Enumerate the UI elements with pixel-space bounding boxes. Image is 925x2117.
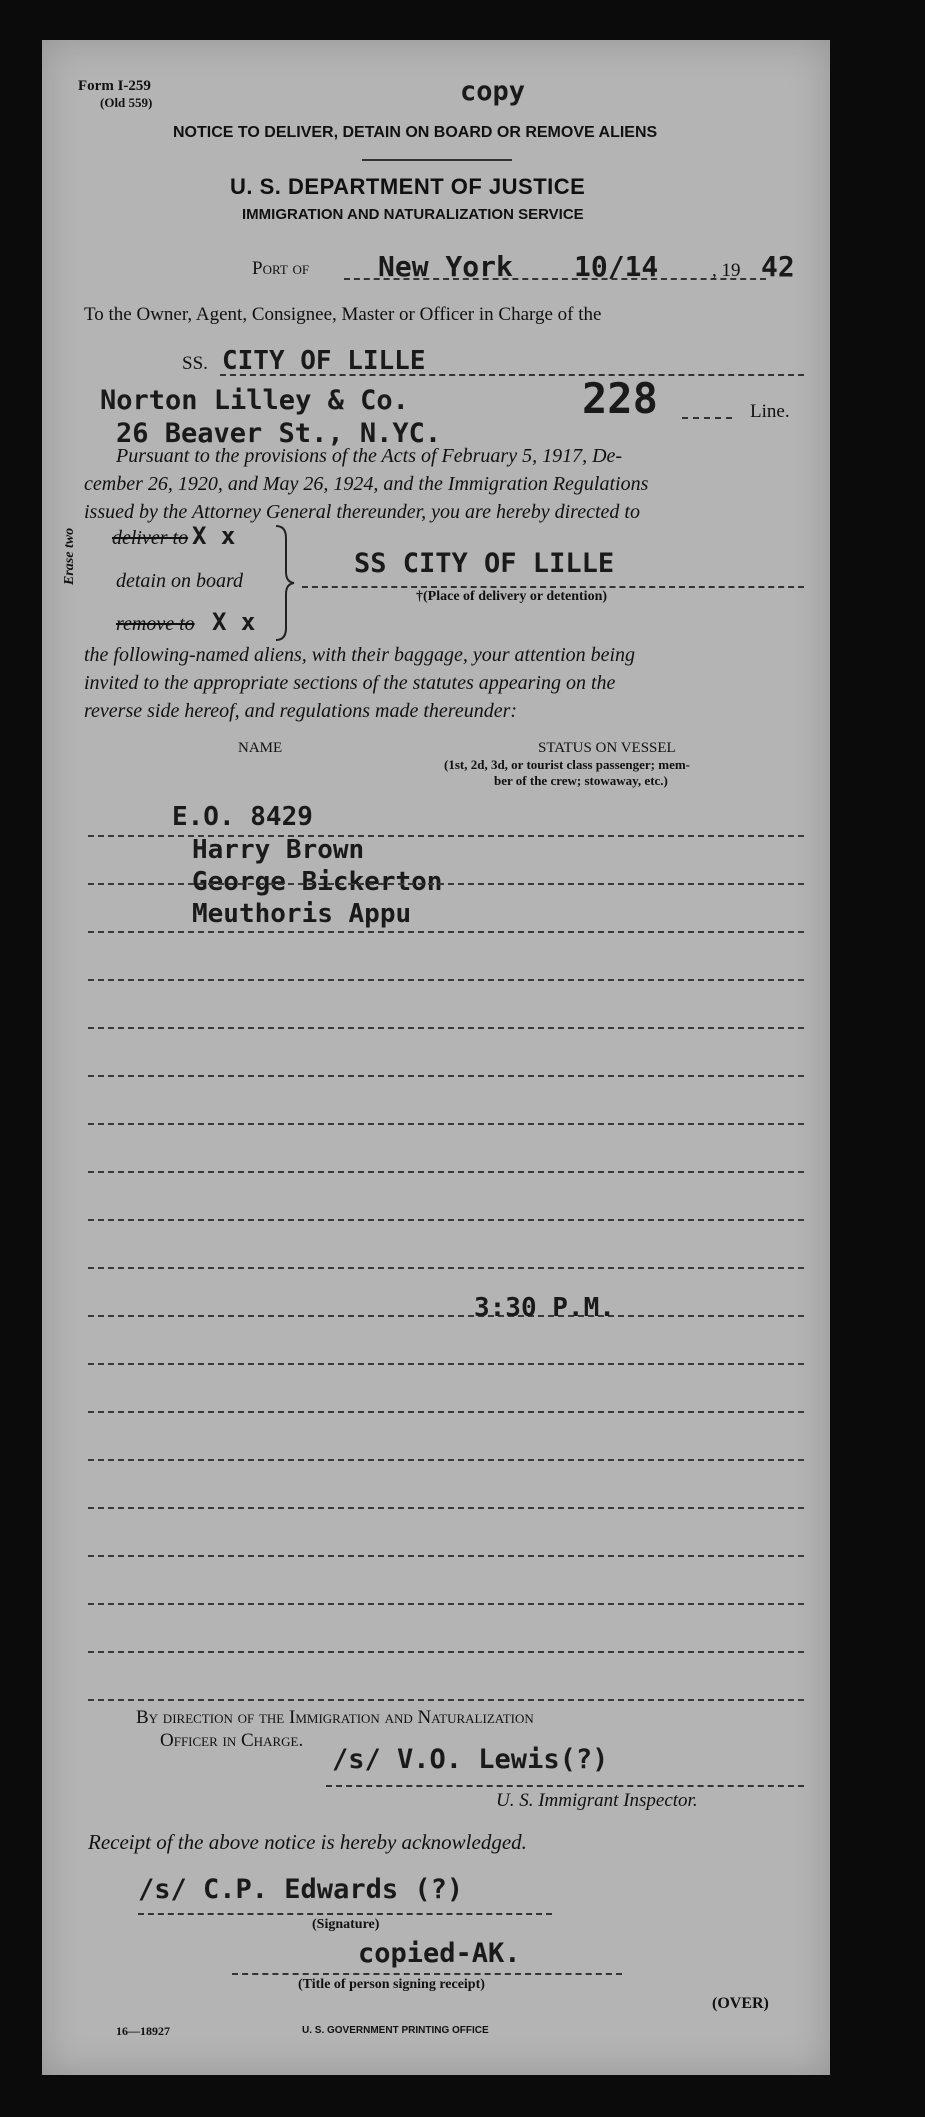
entry-line: [88, 1267, 804, 1269]
entry-line: [88, 1219, 804, 1221]
pursuant-line-3: issued by the Attorney General thereunder, you are hereby directed to: [84, 501, 640, 523]
name-column-header: NAME: [238, 740, 283, 756]
status-note-line-1: (1st, 2d, 3d, or tourist class passenger; mem-: [444, 757, 691, 772]
alien-name-entry: George Bickerton: [192, 867, 443, 897]
entry-line: [88, 931, 804, 933]
year-prefix: , 19: [712, 260, 741, 281]
place-of-detention: SS CITY OF LILLE: [354, 548, 615, 579]
entry-line: [88, 1699, 804, 1701]
port-label: Port of: [252, 258, 310, 279]
receipt-text: Receipt of the above notice is hereby acknowledged.: [88, 1830, 527, 1854]
entry-line: [88, 979, 804, 981]
entry-line: [88, 1315, 804, 1317]
status-column-header: STATUS ON VESSEL: [538, 740, 676, 756]
inspector-signature: /s/ V.O. Lewis(?): [332, 1744, 609, 1775]
alien-name-entry: Meuthoris Appu: [192, 899, 412, 929]
line-dotted: [682, 417, 732, 419]
agent-address: 26 Beaver St., N.YC.: [116, 418, 442, 449]
entry-line: [88, 1363, 804, 1365]
receipt-signature-line: [138, 1913, 552, 1915]
inspector-signature-line: [326, 1785, 804, 1787]
option-remove: remove to: [116, 613, 195, 635]
ship-name: CITY OF LILLE: [222, 346, 426, 376]
option-detain: detain on board: [116, 570, 244, 592]
line-label: Line.: [750, 401, 790, 422]
place-caption: †(Place of delivery or detention): [416, 589, 608, 604]
agent-name: Norton Lilley & Co.: [100, 385, 409, 416]
alien-name-entry: Harry Brown: [192, 835, 365, 865]
following-line-2: invited to the appropriate sections of the statutes appearing on the: [84, 672, 616, 694]
entry-line: [88, 1171, 804, 1173]
entry-line: [88, 1603, 804, 1605]
port-date: 10/14: [574, 250, 659, 283]
receipt-title-value: copied-AK.: [358, 1938, 521, 1969]
entry-line: [88, 1507, 804, 1509]
title-caption: (Title of person signing receipt): [298, 1977, 485, 1992]
signature-caption: (Signature): [312, 1917, 380, 1932]
entry-line: [88, 1651, 804, 1653]
erase-two-note: Erase two: [62, 527, 77, 585]
ss-label: SS.: [182, 353, 208, 374]
over-note: (OVER): [712, 1995, 769, 2012]
pursuant-line-2: cember 26, 1920, and May 26, 1924, and the Immigration Regulations: [84, 473, 649, 495]
addressee-text: To the Owner, Agent, Consignee, Master or Officer in Charge of the: [84, 304, 602, 325]
direction-line-2: Officer in Charge.: [160, 1730, 304, 1751]
entry-line: [88, 883, 804, 885]
form-number: Form I-259: [78, 78, 151, 94]
entry-line: [88, 1123, 804, 1125]
direction-line-1: By direction of the Immigration and Naturalization: [136, 1707, 534, 1728]
form-title: NOTICE TO DELIVER, DETAIN ON BOARD OR REMOVE ALIENS: [173, 124, 658, 141]
pursuant-line-1: Pursuant to the provisions of the Acts of February 5, 1917, De-: [116, 445, 623, 467]
old-form-number: (Old 559): [100, 95, 153, 110]
option-deliver: deliver to: [112, 527, 189, 549]
copy-stamp: copy: [460, 76, 526, 107]
document-page: [42, 40, 830, 2075]
line-number: 228: [582, 374, 658, 423]
entry-line: [88, 1459, 804, 1461]
title-rule: [362, 159, 512, 161]
entry-line: [88, 1075, 804, 1077]
entry-line: [88, 1027, 804, 1029]
entry-line: [88, 1411, 804, 1413]
options-brace: [274, 524, 296, 642]
entry-line: [88, 1555, 804, 1557]
entry-line: [88, 835, 804, 837]
status-note-line-2: ber of the crew; stowaway, etc.): [494, 773, 668, 788]
following-line-3: reverse side hereof, and regulations made thereunder:: [84, 700, 518, 722]
following-line-1: the following-named aliens, with their baggage, your attention being: [84, 644, 636, 666]
inspector-title: U. S. Immigrant Inspector.: [496, 1790, 698, 1811]
printer-imprint: U. S. GOVERNMENT PRINTING OFFICE: [302, 2025, 489, 2036]
place-dotted-line: [302, 586, 804, 588]
receipt-signature: /s/ C.P. Edwards (?): [138, 1874, 464, 1905]
department-name: U. S. DEPARTMENT OF JUSTICE: [230, 174, 586, 199]
option-deliver-strike-marks: X x: [192, 522, 236, 550]
executive-order-entry: E.O. 8429: [172, 802, 313, 832]
option-remove-strike-marks: X x: [212, 608, 256, 636]
receipt-title-line: [232, 1973, 622, 1975]
time-note: 3:30 P.M.: [474, 1293, 615, 1323]
year-suffix: 42: [761, 250, 795, 283]
service-name: IMMIGRATION AND NATURALIZATION SERVICE: [242, 206, 584, 223]
port-value: New York: [378, 250, 513, 283]
form-code: 16—18927: [116, 2024, 170, 2038]
